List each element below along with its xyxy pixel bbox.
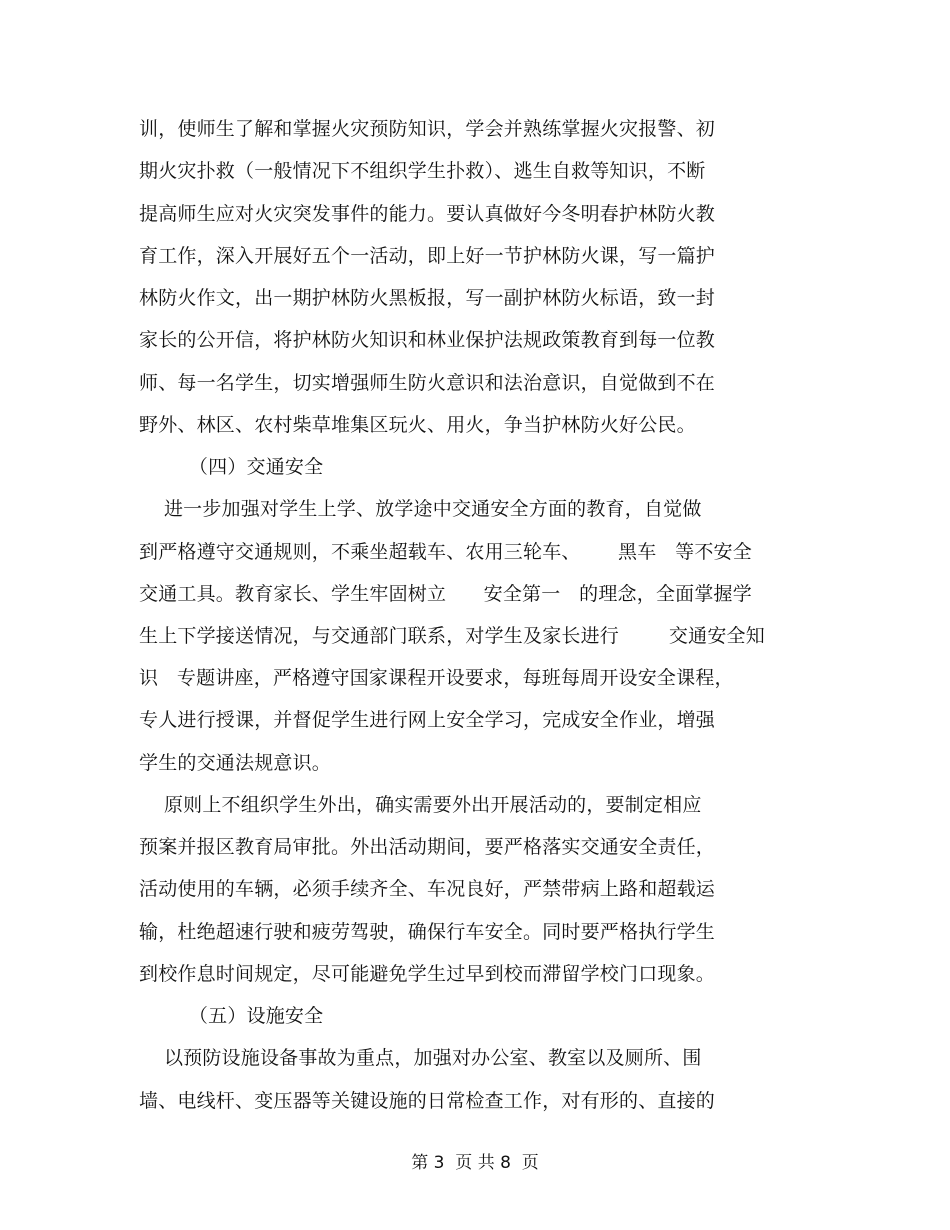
body-line: 训，使师生了解和掌握火灾预防知识，学会并熟练掌握火灾报警、初 [139,118,716,140]
body-line: 师、每一名学生，切实增强师生防火意识和法治意识，自觉做到不在 [139,372,716,394]
body-line: 进一步加强对学生上学、放学途中交通安全方面的教育，自觉做 [139,498,702,520]
body-line: 原则上不组织学生外出，确实需要外出开展活动的，要制定相应 [139,794,702,816]
body-line: 提高师生应对火灾突发事件的能力。要认真做好今冬明春护林防火教 [139,203,716,225]
body-line: 专人进行授课，并督促学生进行网上安全学习，完成安全作业，增强 [139,709,716,731]
body-line: 识 专题讲座，严格遵守国家课程开设要求，每班每周开设安全课程， [139,667,734,689]
section-heading: （四）交通安全 [139,456,324,478]
body-line: 育工作，深入开展好五个一活动，即上好一节护林防火课，写一篇护 [139,245,716,267]
body-line: 学生的交通法规意识。 [139,752,332,774]
body-line: 输，杜绝超速行驶和疲劳驾驶，确保行车安全。同时要严格执行学生 [139,921,716,943]
body-line: 墙、电线杆、变压器等关键设施的日常检查工作，对有形的、直接的 [139,1090,716,1112]
body-line: 生上下学接送情况，与交通部门联系，对学生及家长进行 交通安全知 [139,625,765,647]
body-line: 林防火作文，出一期护林防火黑板报，写一副护林防火标语，致一封 [139,287,716,309]
body-line: 预案并报区教育局审批。外出活动期间，要严格落实交通安全责任， [139,836,716,858]
section-heading: （五）设施安全 [139,1005,324,1027]
page-number-footer: 第 3 页 共 8 页 [411,1153,539,1173]
body-line: 到严格遵守交通规则，不乘坐超载车、农用三轮车、 黑车 等不安全 [139,541,752,563]
body-line: 到校作息时间规定，尽可能避免学生过早到校而滞留学校门口现象。 [139,963,716,985]
body-line: 期火灾扑救（一般情况下不组织学生扑救）、逃生自救等知识，不断 [139,160,706,182]
body-line: 以预防设施设备事故为重点，加强对办公室、教室以及厕所、围 [139,1047,702,1069]
body-line: 家长的公开信，将护林防火知识和林业保护法规政策教育到每一位教 [139,329,716,351]
body-line: 野外、林区、农村柴草堆集区玩火、用火，争当护林防火好公民。 [139,414,696,436]
body-line: 活动使用的车辆，必须手续齐全、车况良好，严禁带病上路和超载运 [139,878,716,900]
body-line: 交通工具。教育家长、学生牢固树立 安全第一 的理念，全面掌握学 [139,583,752,605]
